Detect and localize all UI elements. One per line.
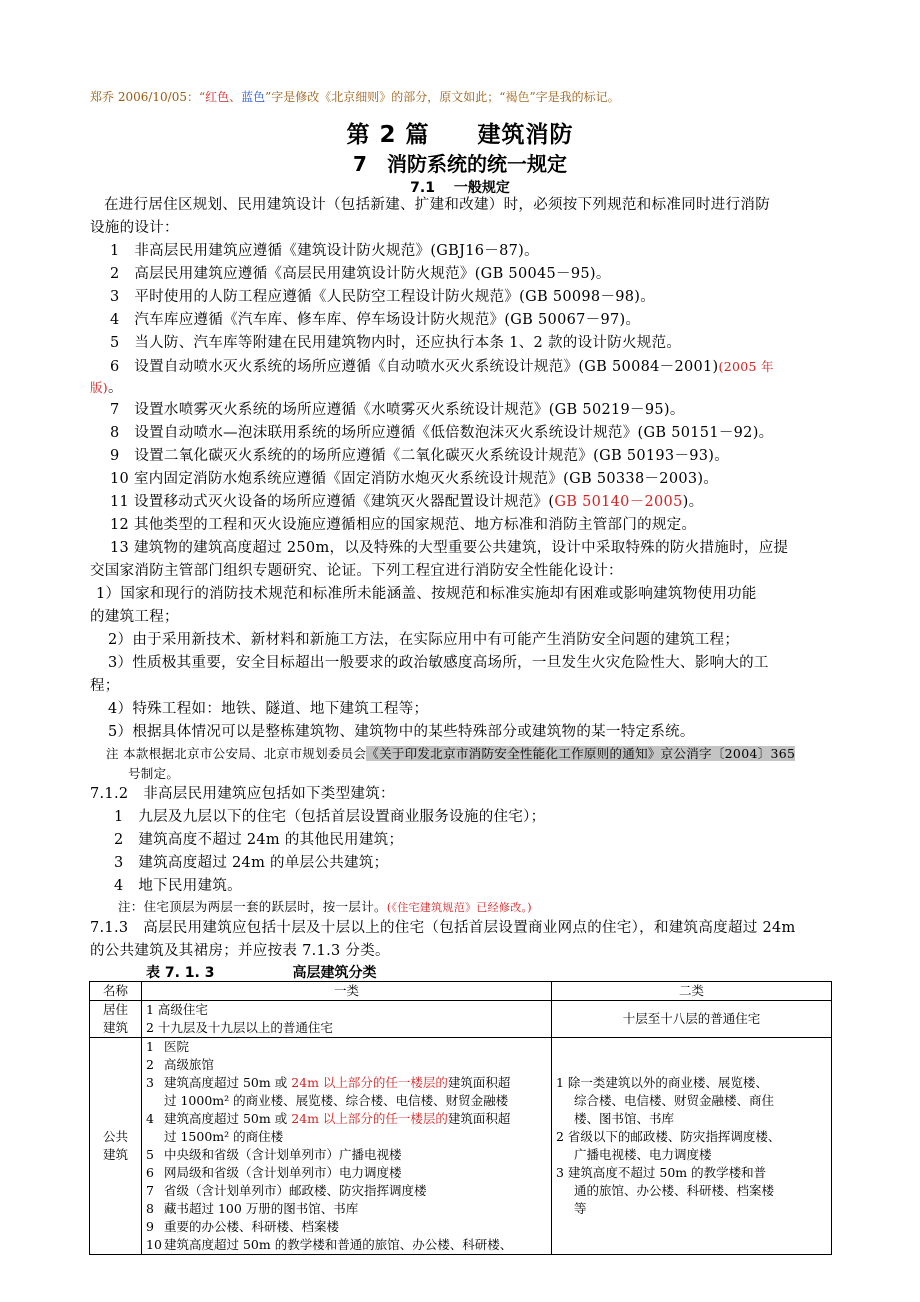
list-item: 8 设置自动喷水—泡沫联用系统的场所应遵循《低倍数泡沫灭火系统设计规范》(GB 50151－92)。 bbox=[110, 425, 774, 441]
sub-item: 2）由于采用新技术、新材料和新施工方法，在实际应用中有可能产生消防安全问题的建筑工程； bbox=[108, 632, 740, 648]
class-1-cell: 1 医院 2 高级旅馆 3 建筑高度超过 50m 或 24m 以上部分的任一楼层的建筑面积超 过 1000m² 的商业楼、展览楼、综合楼、电信楼、财贸金融楼 4 建筑高度超过 50m 或 24m 以上部分的任一楼层的建筑面积超 过 1500m² 的商住楼 5 中央级和省级（含计划单列市）广播电视楼 6 网局级和省级（含计划单列市）电力调度楼 7 省级（含计划单列市）邮政楼、防灾指挥调度楼 8 藏书超过 100 万册的图书馆、书库 9 重要的办公楼、科研楼、档案楼 10 建筑高度超过 50m 的教学楼和普通的旅馆、办公楼、科研楼、 bbox=[142, 1038, 552, 1255]
header-cell: 名称 bbox=[90, 982, 142, 1001]
table-caption: 表 7. 1. 3 高层建筑分类 bbox=[146, 965, 377, 981]
intro-line-1: 在进行居住区规划、民用建筑设计（包括新建、扩建和改建）时，必须按下列规范和标准同时进行消防 bbox=[104, 197, 770, 213]
clause-7-1-3-continued: 的公共建筑及其裙房；并应按表 7.1.3 分类。 bbox=[90, 943, 390, 959]
row-name-cell: 公共 建筑 bbox=[90, 1038, 142, 1255]
table-row bbox=[90, 1001, 832, 1038]
table-header-row bbox=[90, 982, 832, 1001]
list-item: 4 地下民用建筑。 bbox=[114, 878, 242, 894]
list-item: 2 高层民用建筑应遵循《高层民用建筑设计防火规范》(GB 50045－95)。 bbox=[110, 266, 611, 282]
list-item: 2 建筑高度不超过 24m 的其他民用建筑； bbox=[114, 832, 404, 848]
list-item: 5 当人防、汽车库等附建在民用建筑物内时，还应执行本条 1、2 款的设计防火规范。 bbox=[110, 335, 682, 351]
list-item: 3 建筑高度超过 24m 的单层公共建筑； bbox=[114, 855, 389, 871]
class-2-cell: 1 除一类建筑以外的商业楼、展览楼、 综合楼、电信楼、财贸金融楼、商住 楼、图书馆、书库 2 省级以下的邮政楼、防灾指挥调度楼、 广播电视楼、电力调度楼 3 建筑高度不超过 50m 的教学楼和普 通的旅馆、办公楼、科研楼、档案楼 等 bbox=[552, 1038, 832, 1255]
clause-7-1-3: 7.1.3 高层民用建筑应包括十层及十层以上的住宅（包括首层设置商业网点的住宅），和建筑高度超过 24m bbox=[90, 920, 796, 936]
header-cell: 二类 bbox=[552, 982, 832, 1001]
chapter-title: 7 消防系统的统一规定 bbox=[353, 152, 567, 176]
list-item-continued: 版)。 bbox=[90, 380, 123, 396]
list-item-continued: 交国家消防主管部门组织专题研究、论证。下列工程宜进行消防安全性能化设计： bbox=[90, 563, 623, 579]
sub-item: 3）性质极其重要，安全目标超出一般要求的政治敏感度高场所，一旦发生火灾危险性大、影响大的工 bbox=[108, 655, 769, 671]
sub-item-continued: 程； bbox=[90, 678, 120, 694]
list-item: 4 汽车库应遵循《汽车库、修车库、停车场设计防火规范》(GB 50067－97)。 bbox=[110, 312, 641, 328]
part-title: 第 2 篇 建筑消防 bbox=[346, 122, 574, 148]
list-item: 6 设置自动喷水灭火系统的场所应遵循《自动喷水灭火系统设计规范》(GB 50084－2001)(2005 年 bbox=[110, 359, 774, 375]
list-item: 13 建筑物的建筑高度超过 250m，以及特殊的大型重要公共建筑，设计中采取特殊的防火措施时，应提 bbox=[110, 540, 789, 556]
list-item: 10 室内固定消防水炮系统应遵循《固定消防水炮灭火系统设计规范》(GB 50338－2003)。 bbox=[110, 471, 719, 487]
table-row bbox=[90, 1038, 832, 1255]
intro-line-2: 设施的设计： bbox=[90, 220, 179, 236]
list-item: 11 设置移动式灭火设备的场所应遵循《建筑灭火器配置设计规范》(GB 50140－2005)。 bbox=[110, 494, 704, 510]
list-item: 1 非高层民用建筑应遵循《建筑设计防火规范》(GBJ16－87)。 bbox=[110, 243, 539, 259]
list-item: 1 九层及九层以下的住宅（包括首层设置商业服务设施的住宅）； bbox=[114, 809, 546, 825]
sub-item: 1）国家和现行的消防技术规范和标准所未能涵盖、按规范和标准实施却有困难或影响建筑物使用功能 bbox=[96, 586, 757, 602]
class-1-cell: 1 高级住宅 2 十九层及十九层以上的普通住宅 bbox=[142, 1001, 552, 1038]
row-name-cell: 居住 建筑 bbox=[90, 1001, 142, 1038]
list-item: 3 平时使用的人防工程应遵循《人民防空工程设计防火规范》(GB 50098－98)。 bbox=[110, 289, 656, 305]
header-cell: 一类 bbox=[142, 982, 552, 1001]
editor-note: 郑乔 2006/10/05：“红色、蓝色”字是修改《北京细则》的部分，原文如此；“褐色”字是我的标记。 bbox=[90, 90, 620, 104]
sub-item-continued: 的建筑工程； bbox=[90, 609, 179, 625]
note-continued: 号制定。 bbox=[128, 766, 180, 781]
list-item: 12 其他类型的工程和灭火设施应遵循相应的国家规范、地方标准和消防主管部门的规定。 bbox=[110, 517, 697, 533]
sub-item: 5）根据具体情况可以是整栋建筑物、建筑物中的某些特殊部分或建筑物的某一特定系统。 bbox=[108, 724, 695, 740]
list-item: 9 设置二氧化碳灭火系统的的场所应遵循《二氧化碳灭火系统设计规范》(GB 50193－93)。 bbox=[110, 448, 730, 464]
section-title: 7.1 一般规定 bbox=[410, 180, 510, 196]
list-item: 7 设置水喷雾灭火系统的场所应遵循《水喷雾灭火系统设计规范》(GB 50219－95)。 bbox=[110, 402, 685, 418]
class-2-cell: 十层至十八层的普通住宅 bbox=[552, 1001, 832, 1038]
note: 注 本款根据北京市公安局、北京市规划委员会《关于印发北京市消防安全性能化工作原则的通知》京公消字〔2004〕365 bbox=[106, 746, 796, 761]
note: 注：住宅顶层为两层一套的跃层时，按一层计。(《住宅建筑规范》已经修改。) bbox=[118, 899, 532, 914]
sub-item: 4）特殊工程如：地铁、隧道、地下建筑工程等； bbox=[108, 701, 429, 717]
classification-table bbox=[89, 981, 832, 1255]
clause-7-1-2: 7.1.2 非高层民用建筑应包括如下类型建筑： bbox=[90, 786, 395, 802]
